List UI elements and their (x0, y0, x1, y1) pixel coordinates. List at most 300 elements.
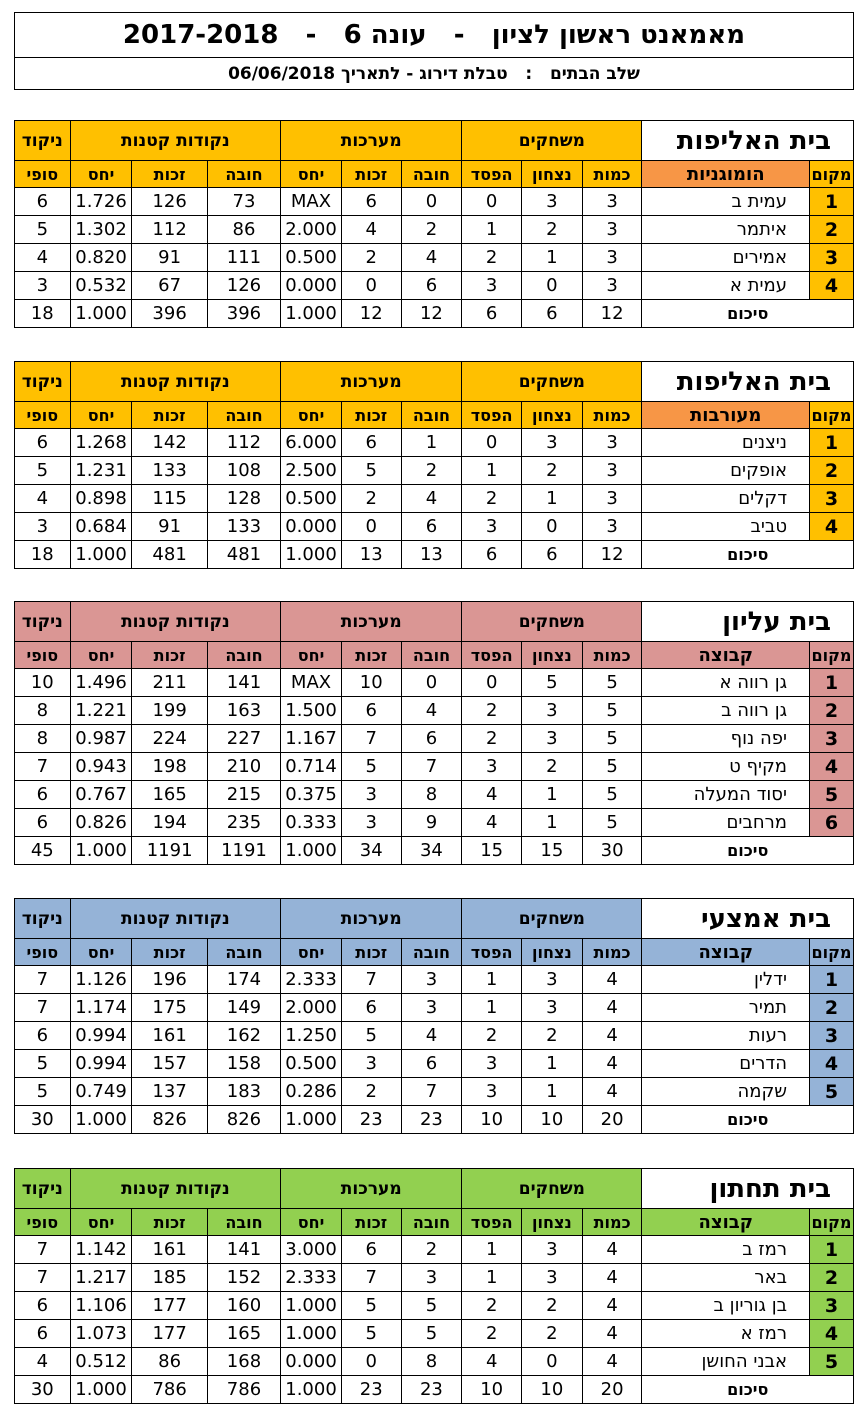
pts-against-cell: 126 (207, 272, 280, 300)
team-name-cell: יסוד המעלה (642, 781, 810, 809)
pts-for-cell: 198 (132, 753, 207, 781)
won-cell: 2 (522, 1320, 583, 1348)
won-cell: 0 (522, 513, 583, 541)
pts-against-cell: 165 (207, 1320, 280, 1348)
team-name-cell: אמירים (642, 244, 810, 272)
won-cell: 1 (522, 1078, 583, 1106)
won-cell: 1 (522, 244, 583, 272)
team-name-cell: בן גוריון ב (642, 1292, 810, 1320)
won-header: נצחון (522, 402, 583, 429)
games-cell: 5 (582, 781, 642, 809)
pts-against-cell: 112 (207, 429, 280, 457)
points-against-header: חובה (207, 642, 280, 669)
header-row-columns (15, 402, 854, 429)
pts-for-cell: 126 (132, 188, 207, 216)
team-name-cell: אבני החושן (642, 1348, 810, 1376)
games-cell: 3 (582, 457, 642, 485)
sets-against-cell: 3 (401, 966, 462, 994)
place-cell: 3 (810, 725, 854, 753)
lost-cell: 1 (462, 1236, 522, 1264)
table-row (15, 697, 854, 725)
summary-sets-ratio-cell: 1.000 (281, 837, 342, 865)
header-row-groups (15, 1169, 854, 1209)
table-row (15, 1292, 854, 1320)
won-cell: 1 (522, 781, 583, 809)
summary-sets-for-cell: 13 (341, 541, 401, 569)
lost-cell: 3 (462, 272, 522, 300)
games-cell: 3 (582, 244, 642, 272)
sets-against-cell: 3 (401, 994, 462, 1022)
team-name-cell: רעות (642, 1022, 810, 1050)
games-cell: 4 (582, 1264, 642, 1292)
summary-pts-ratio-cell: 1.000 (70, 1376, 132, 1404)
pts-for-cell: 185 (132, 1264, 207, 1292)
place-cell: 1 (810, 669, 854, 697)
pts-for-cell: 177 (132, 1292, 207, 1320)
sets-for-cell: 3 (341, 781, 401, 809)
sets-ratio-cell: 2.333 (281, 966, 342, 994)
pts-ratio-cell: 1.221 (70, 697, 132, 725)
team-name-cell: תמיר (642, 994, 810, 1022)
place-cell: 4 (810, 513, 854, 541)
final-score-header: ניקוד (15, 362, 71, 402)
team-name-cell: יפה נוף (642, 725, 810, 753)
sets-ratio-cell: 1.167 (281, 725, 342, 753)
table-row (15, 272, 854, 300)
summary-label: סיכום (642, 300, 854, 328)
games-cell: 4 (582, 1348, 642, 1376)
won-cell: 2 (522, 1292, 583, 1320)
sets-ratio-cell: 2.333 (281, 1264, 342, 1292)
summary-sets-against-cell: 23 (401, 1376, 462, 1404)
summary-label: סיכום (642, 1106, 854, 1134)
team-name-cell: עמית ב (642, 188, 810, 216)
pts-against-cell: 210 (207, 753, 280, 781)
won-header: נצחון (522, 1209, 583, 1236)
won-cell: 0 (522, 272, 583, 300)
games-cell: 4 (582, 1320, 642, 1348)
pts-for-cell: 199 (132, 697, 207, 725)
summary-sets-ratio-cell: 1.000 (281, 1376, 342, 1404)
header-row-groups (15, 121, 854, 161)
points-for-header: זכות (132, 939, 207, 966)
games-cell: 5 (582, 697, 642, 725)
table-row (15, 216, 854, 244)
house-title: בית האליפות (642, 121, 854, 161)
sets-against-cell: 0 (401, 188, 462, 216)
games-header: כמות (582, 1209, 642, 1236)
sets-for-cell: 6 (341, 697, 401, 725)
games-cell: 3 (582, 513, 642, 541)
sets-for-cell: 2 (341, 1078, 401, 1106)
house-title: בית אמצעי (642, 899, 854, 939)
games-header: כמות (582, 402, 642, 429)
sets-against-cell: 6 (401, 1050, 462, 1078)
pts-ratio-cell: 0.512 (70, 1348, 132, 1376)
sets-for-header: זכות (341, 402, 401, 429)
points-group-header: נקודות קטנות (70, 1169, 281, 1209)
sets-for-header: זכות (341, 1209, 401, 1236)
won-header: נצחון (522, 642, 583, 669)
pts-against-cell: 108 (207, 457, 280, 485)
sets-for-cell: 7 (341, 966, 401, 994)
sets-against-cell: 5 (401, 1292, 462, 1320)
table-row (15, 188, 854, 216)
lost-header: הפסד (462, 642, 522, 669)
points-group-header: נקודות קטנות (70, 121, 281, 161)
pts-against-cell: 111 (207, 244, 280, 272)
lost-cell: 3 (462, 753, 522, 781)
final-cell: 5 (15, 457, 71, 485)
team-name-cell: ניצנים (642, 429, 810, 457)
won-cell: 3 (522, 966, 583, 994)
summary-sets-for-cell: 23 (341, 1106, 401, 1134)
place-cell: 4 (810, 1050, 854, 1078)
lost-cell: 3 (462, 1078, 522, 1106)
summary-sets-for-cell: 23 (341, 1376, 401, 1404)
won-cell: 3 (522, 1264, 583, 1292)
summary-pts-for-cell: 396 (132, 300, 207, 328)
place-cell: 1 (810, 966, 854, 994)
pts-ratio-cell: 1.174 (70, 994, 132, 1022)
games-cell: 5 (582, 809, 642, 837)
pts-for-cell: 211 (132, 669, 207, 697)
sets-against-cell: 4 (401, 244, 462, 272)
lost-cell: 2 (462, 244, 522, 272)
sets-against-cell: 8 (401, 781, 462, 809)
summary-pts-for-cell: 826 (132, 1106, 207, 1134)
pts-against-cell: 141 (207, 1236, 280, 1264)
lost-cell: 2 (462, 697, 522, 725)
table-row (15, 781, 854, 809)
lost-header: הפסד (462, 161, 522, 188)
sets-ratio-cell: 1.250 (281, 1022, 342, 1050)
summary-lost-cell: 10 (462, 1106, 522, 1134)
final-cell: 5 (15, 1050, 71, 1078)
pts-for-cell: 161 (132, 1236, 207, 1264)
games-cell: 5 (582, 753, 642, 781)
lost-header: הפסד (462, 402, 522, 429)
sets-ratio-cell: 0.375 (281, 781, 342, 809)
page-subtitle: שלב הבתים : טבלת דירוג - לתאריך 06/06/2018 (228, 63, 640, 84)
sets-ratio-cell: 2.000 (281, 216, 342, 244)
pts-for-cell: 112 (132, 216, 207, 244)
final-cell: 5 (15, 1078, 71, 1106)
points-for-header: זכות (132, 402, 207, 429)
summary-sets-for-cell: 12 (341, 300, 401, 328)
sets-for-cell: 0 (341, 272, 401, 300)
lost-cell: 3 (462, 1050, 522, 1078)
sets-against-cell: 9 (401, 809, 462, 837)
group-header: הומוגניות (642, 161, 810, 188)
sets-against-cell: 2 (401, 457, 462, 485)
summary-pts-against-cell: 396 (207, 300, 280, 328)
won-cell: 1 (522, 1050, 583, 1078)
pts-for-cell: 137 (132, 1078, 207, 1106)
summary-row (15, 837, 854, 865)
place-header: מקום (810, 642, 854, 669)
pts-ratio-cell: 1.231 (70, 457, 132, 485)
sets-for-cell: 7 (341, 725, 401, 753)
sets-against-header: חובה (401, 402, 462, 429)
sets-for-cell: 3 (341, 1050, 401, 1078)
sets-for-cell: 6 (341, 188, 401, 216)
pts-for-cell: 67 (132, 272, 207, 300)
group-header: קבוצה (642, 939, 810, 966)
pts-for-cell: 133 (132, 457, 207, 485)
final-cell: 4 (15, 244, 71, 272)
place-cell: 2 (810, 216, 854, 244)
team-name-cell: גן רווה ב (642, 697, 810, 725)
final-cell: 8 (15, 697, 71, 725)
sets-for-cell: 5 (341, 1320, 401, 1348)
table-row (15, 1022, 854, 1050)
summary-won-cell: 6 (522, 541, 583, 569)
team-name-cell: טביב (642, 513, 810, 541)
summary-final-cell: 45 (15, 837, 71, 865)
sets-ratio-cell: 0.714 (281, 753, 342, 781)
place-cell: 5 (810, 1348, 854, 1376)
pts-for-cell: 91 (132, 244, 207, 272)
lost-cell: 4 (462, 781, 522, 809)
summary-sets-for-cell: 34 (341, 837, 401, 865)
summary-games-cell: 20 (582, 1376, 642, 1404)
sets-for-cell: 2 (341, 485, 401, 513)
header-row-columns (15, 161, 854, 188)
lost-cell: 1 (462, 457, 522, 485)
final-cell: 7 (15, 1236, 71, 1264)
team-name-cell: שקמה (642, 1078, 810, 1106)
team-name-cell: גן רווה א (642, 669, 810, 697)
pts-for-cell: 194 (132, 809, 207, 837)
sets-group-header: מערכות (281, 121, 462, 161)
team-name-cell: מרחבים (642, 809, 810, 837)
place-header: מקום (810, 939, 854, 966)
summary-final-cell: 30 (15, 1376, 71, 1404)
pts-for-cell: 86 (132, 1348, 207, 1376)
final-cell: 6 (15, 1292, 71, 1320)
header-row-columns (15, 1209, 854, 1236)
summary-sets-ratio-cell: 1.000 (281, 541, 342, 569)
sets-against-cell: 6 (401, 725, 462, 753)
sets-against-cell: 5 (401, 1320, 462, 1348)
final-score-header: ניקוד (15, 899, 71, 939)
sets-ratio-cell: 0.333 (281, 809, 342, 837)
pts-against-cell: 163 (207, 697, 280, 725)
summary-final-cell: 18 (15, 300, 71, 328)
points-against-header: חובה (207, 939, 280, 966)
pts-ratio-cell: 1.073 (70, 1320, 132, 1348)
final-cell: 6 (15, 809, 71, 837)
pts-against-cell: 133 (207, 513, 280, 541)
lost-cell: 4 (462, 1348, 522, 1376)
pts-against-cell: 174 (207, 966, 280, 994)
games-cell: 3 (582, 216, 642, 244)
table-row (15, 1320, 854, 1348)
team-name-cell: באר (642, 1264, 810, 1292)
games-group-header: משחקים (462, 121, 642, 161)
won-cell: 2 (522, 216, 583, 244)
pts-against-cell: 227 (207, 725, 280, 753)
table-row (15, 1050, 854, 1078)
page-header (14, 12, 854, 90)
lost-header: הפסד (462, 1209, 522, 1236)
summary-row (15, 1106, 854, 1134)
won-cell: 3 (522, 697, 583, 725)
summary-won-cell: 15 (522, 837, 583, 865)
place-header: מקום (810, 1209, 854, 1236)
sets-for-cell: 5 (341, 1022, 401, 1050)
final-cell: 7 (15, 966, 71, 994)
place-cell: 2 (810, 457, 854, 485)
points-for-header: זכות (132, 642, 207, 669)
games-group-header: משחקים (462, 602, 642, 642)
sets-ratio-cell: 0.500 (281, 1050, 342, 1078)
sets-ratio-cell: 1.500 (281, 697, 342, 725)
team-name-cell: איתמר (642, 216, 810, 244)
place-cell: 6 (810, 809, 854, 837)
sets-against-cell: 4 (401, 485, 462, 513)
page-title: מאמאנט ראשון לציון - עונה 6 - 2017-2018 (15, 13, 853, 58)
games-cell: 4 (582, 1078, 642, 1106)
table-row (15, 1078, 854, 1106)
header-row-groups (15, 362, 854, 402)
pts-ratio-cell: 1.126 (70, 966, 132, 994)
place-cell: 2 (810, 697, 854, 725)
sets-against-cell: 7 (401, 1078, 462, 1106)
lost-cell: 2 (462, 485, 522, 513)
sets-against-cell: 1 (401, 429, 462, 457)
lost-cell: 0 (462, 669, 522, 697)
final-cell: 3 (15, 272, 71, 300)
pts-ratio-cell: 1.726 (70, 188, 132, 216)
final-cell: 10 (15, 669, 71, 697)
final-header: סופי (15, 1209, 71, 1236)
pts-ratio-cell: 0.943 (70, 753, 132, 781)
pts-ratio-cell: 1.496 (70, 669, 132, 697)
sets-ratio-cell: 2.500 (281, 457, 342, 485)
sets-against-header: חובה (401, 642, 462, 669)
games-cell: 4 (582, 1050, 642, 1078)
team-name-cell: ידלין (642, 966, 810, 994)
summary-pts-for-cell: 786 (132, 1376, 207, 1404)
pts-against-cell: 149 (207, 994, 280, 1022)
games-group-header: משחקים (462, 362, 642, 402)
pts-against-cell: 152 (207, 1264, 280, 1292)
pts-ratio-cell: 0.994 (70, 1050, 132, 1078)
won-cell: 3 (522, 994, 583, 1022)
standings-table (14, 361, 854, 569)
sets-ratio-header: יחס (281, 161, 342, 188)
pts-ratio-cell: 0.767 (70, 781, 132, 809)
pts-against-cell: 86 (207, 216, 280, 244)
points-group-header: נקודות קטנות (70, 362, 281, 402)
summary-pts-ratio-cell: 1.000 (70, 541, 132, 569)
pts-against-cell: 235 (207, 809, 280, 837)
summary-row (15, 1376, 854, 1404)
final-score-header: ניקוד (15, 602, 71, 642)
points-against-header: חובה (207, 161, 280, 188)
place-cell: 4 (810, 1320, 854, 1348)
sets-against-header: חובה (401, 1209, 462, 1236)
summary-label: סיכום (642, 1376, 854, 1404)
games-cell: 3 (582, 429, 642, 457)
points-against-header: חובה (207, 1209, 280, 1236)
summary-lost-cell: 6 (462, 300, 522, 328)
games-header: כמות (582, 939, 642, 966)
won-cell: 1 (522, 485, 583, 513)
sets-group-header: מערכות (281, 602, 462, 642)
summary-sets-ratio-cell: 1.000 (281, 1106, 342, 1134)
sets-against-cell: 2 (401, 1236, 462, 1264)
points-group-header: נקודות קטנות (70, 899, 281, 939)
place-cell: 1 (810, 429, 854, 457)
won-cell: 2 (522, 457, 583, 485)
pts-ratio-cell: 1.268 (70, 429, 132, 457)
sets-ratio-cell: 3.000 (281, 1236, 342, 1264)
summary-pts-against-cell: 1191 (207, 837, 280, 865)
pts-against-cell: 160 (207, 1292, 280, 1320)
final-cell: 7 (15, 994, 71, 1022)
standings-table (14, 1168, 854, 1404)
final-cell: 7 (15, 1264, 71, 1292)
standings-table (14, 601, 854, 865)
won-cell: 3 (522, 725, 583, 753)
lost-cell: 0 (462, 429, 522, 457)
pts-against-cell: 73 (207, 188, 280, 216)
pts-for-cell: 115 (132, 485, 207, 513)
sets-ratio-cell: 0.500 (281, 485, 342, 513)
pts-for-cell: 142 (132, 429, 207, 457)
group-header: קבוצה (642, 642, 810, 669)
final-cell: 6 (15, 1320, 71, 1348)
table-row (15, 966, 854, 994)
sets-against-header: חובה (401, 161, 462, 188)
sets-for-cell: 2 (341, 244, 401, 272)
final-cell: 6 (15, 781, 71, 809)
won-cell: 2 (522, 753, 583, 781)
group-header: קבוצה (642, 1209, 810, 1236)
standings-table (14, 898, 854, 1134)
pts-ratio-cell: 0.684 (70, 513, 132, 541)
pts-against-cell: 158 (207, 1050, 280, 1078)
points-for-header: זכות (132, 161, 207, 188)
table-row (15, 994, 854, 1022)
sets-ratio-header: יחס (281, 402, 342, 429)
pts-ratio-cell: 1.142 (70, 1236, 132, 1264)
pts-for-cell: 175 (132, 994, 207, 1022)
final-header: סופי (15, 402, 71, 429)
pts-against-cell: 183 (207, 1078, 280, 1106)
team-name-cell: אופקים (642, 457, 810, 485)
summary-games-cell: 30 (582, 837, 642, 865)
final-header: סופי (15, 642, 71, 669)
summary-row (15, 541, 854, 569)
sets-for-cell: 7 (341, 1264, 401, 1292)
pts-ratio-cell: 0.826 (70, 809, 132, 837)
team-name-cell: רמז ב (642, 1236, 810, 1264)
table-row (15, 485, 854, 513)
summary-games-cell: 12 (582, 541, 642, 569)
final-cell: 4 (15, 485, 71, 513)
place-header: מקום (810, 402, 854, 429)
place-cell: 3 (810, 244, 854, 272)
sets-ratio-cell: 0.286 (281, 1078, 342, 1106)
summary-sets-ratio-cell: 1.000 (281, 300, 342, 328)
table-row (15, 725, 854, 753)
sets-against-cell: 8 (401, 1348, 462, 1376)
sets-for-cell: 10 (341, 669, 401, 697)
